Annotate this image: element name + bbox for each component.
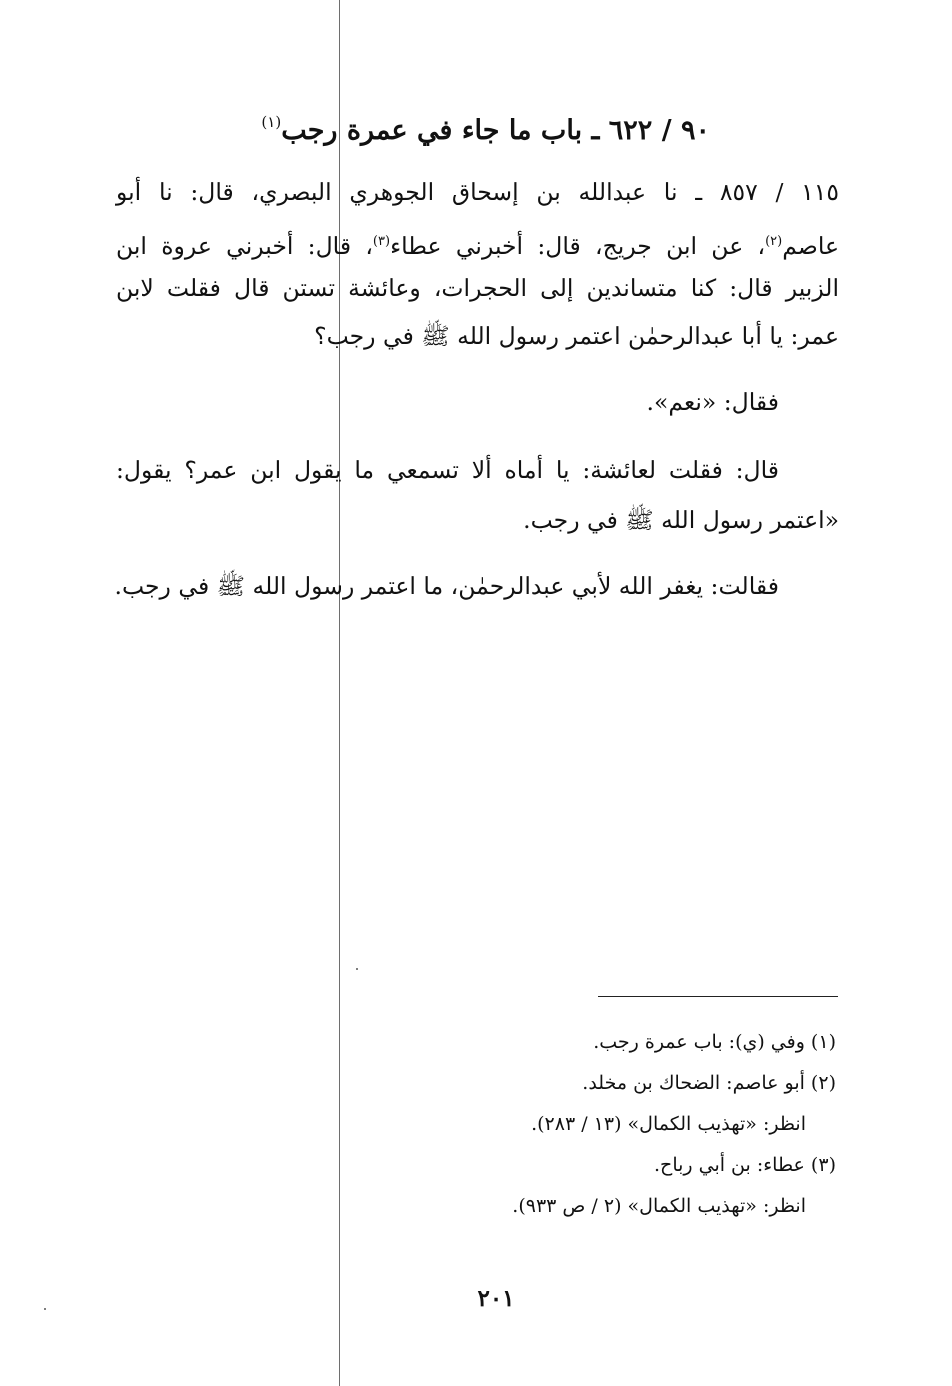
hadith-line: الزبير قال: كنا متساندين إلى الحجرات، وعائشة تستن قال فقلت لابن <box>116 274 839 302</box>
hadith-line: قال: فقلت لعائشة: يا أماه ألا تسمعي ما يقول ابن عمر؟ يقول: <box>116 456 779 484</box>
narrator-name: عاصم <box>782 232 840 260</box>
footnote-marker: (١) <box>261 113 282 131</box>
hadith-text: ، عن ابن جريج، قال: أخبرني عطاء <box>390 232 766 260</box>
footnote-line: (٢) أبو عاصم: الضحاك بن مخلد. <box>582 1072 836 1094</box>
hadith-text: ، قال: أخبرني عروة ابن <box>116 232 373 260</box>
page-number: ٢٠١ <box>477 1285 515 1312</box>
scan-speck <box>356 968 358 970</box>
hadith-line: «اعتمر رسول الله ﷺ في رجب. <box>523 506 839 534</box>
footnote-line: انظر: «تهذيب الكمال» (٢ / ص ٩٣٣). <box>512 1195 806 1217</box>
chapter-heading <box>120 102 710 151</box>
scan-speck <box>44 1308 46 1310</box>
hadith-line: فقال: «نعم». <box>646 388 779 416</box>
hadith-line <box>116 224 839 264</box>
hadith-line: فقالت: يغفر الله لأبي عبدالرحمٰن، ما اعتمر رسول الله ﷺ في رجب. <box>114 572 779 600</box>
hadith-line: ١١٥ / ٨٥٧ ـ نا عبدالله بن إسحاق الجوهري البصري، قال: نا أبو <box>116 178 840 206</box>
footnote-separator <box>598 996 838 997</box>
footnote-marker: (٣) <box>372 234 391 249</box>
chapter-heading-text: ٩٠ / ٦٢٢ ـ باب ما جاء في عمرة رجب <box>281 115 710 146</box>
footnote-marker: (٢) <box>765 234 783 249</box>
footnote-line: (٣) عطاء: بن أبي رباح. <box>654 1154 836 1176</box>
footnote-line: (١) وفي (ي): باب عمرة رجب. <box>593 1031 836 1053</box>
hadith-line: عمر: يا أبا عبدالرحمٰن اعتمر رسول الله ﷺ في رجب؟ <box>314 322 839 350</box>
footnote-line: انظر: «تهذيب الكمال» (١٣ / ٢٨٣). <box>531 1113 806 1135</box>
